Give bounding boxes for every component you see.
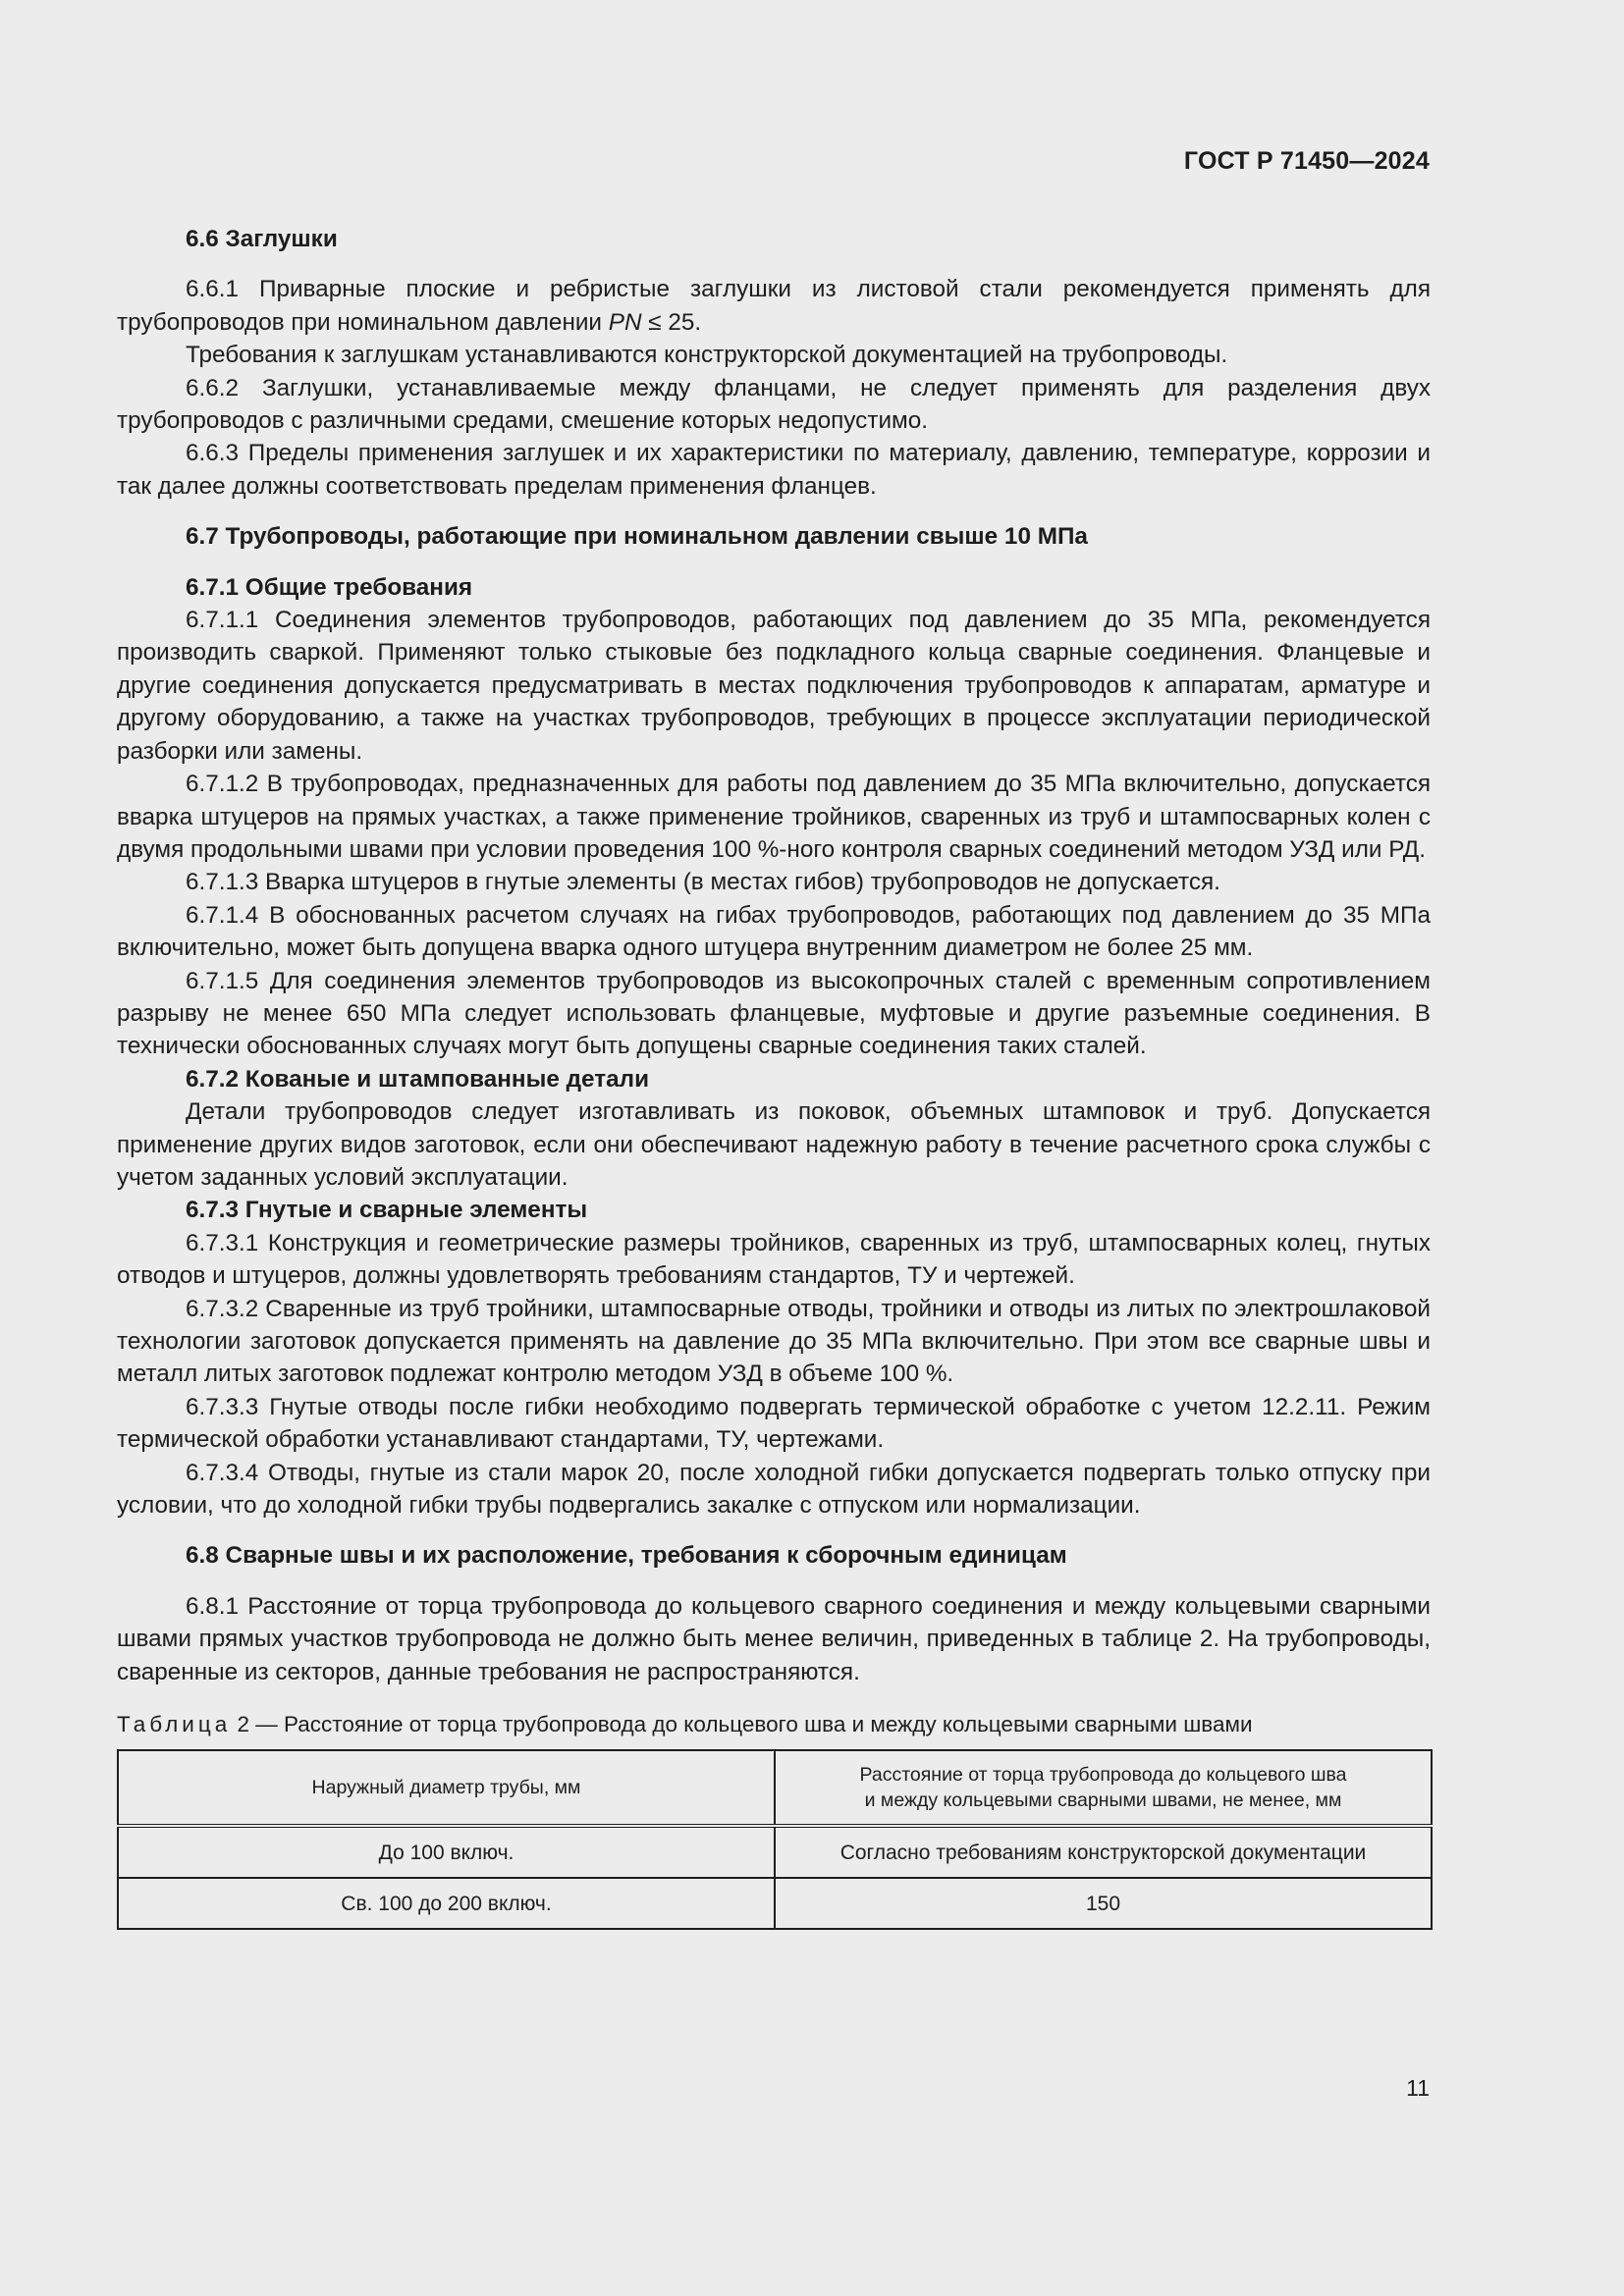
paragraph-6-6-3: 6.6.3 Пределы применения заглушек и их характеристики по материалу, давлению, температуре, коррозии и так далее должны соответствовать пределам применения фланцев. (117, 440, 1431, 500)
paragraph-6-6-1-note: Требования к заглушкам устанавливаются конструкторской документацией на трубопроводы. (186, 342, 1228, 369)
column-header-distance-line1: Расстояние от торца трубопровода до кольцевого шва (859, 1764, 1347, 1787)
paragraph-6-7-1-2: 6.7.1.2 В трубопроводах, предназначенных для работы под давлением до 35 МПа включительно, допускается вварка штуцеров на прямых участках, а также применение тройников, сваренных из труб и штампосварных колен с двумя продольными швами при условии проведения 100 %-ного контроля сварных соединений методом УЗД или РД. (117, 771, 1431, 863)
paragraph-6-6-1-end: ≤ 25. (641, 308, 702, 336)
table-cell-diameter: До 100 включ. (118, 1826, 775, 1878)
document-code: ГОСТ Р 71450—2024 (1183, 147, 1430, 175)
paragraph-6-7-3-3: 6.7.3.3 Гнутые отводы после гибки необходимо подвергать термической обработке с учетом 12.2.11. Режим термической обработки устанавливают стандартами, ТУ, чертежами. (117, 1393, 1431, 1454)
section-6-6-heading: 6.6 Заглушки (186, 226, 338, 252)
table-row (118, 1826, 1432, 1878)
section-6-7-heading: 6.7 Трубопроводы, работающие при номинальном давлении свыше 10 МПа (186, 523, 1088, 551)
table-header-row (118, 1750, 1432, 1826)
column-header-distance-line2: и между кольцевыми сварными швами, не менее, мм (864, 1789, 1342, 1812)
table-caption (117, 1710, 1431, 1739)
paragraph-6-7-1-3: 6.7.1.3 Вварка штуцеров в гнутые элементы (в местах гибов) трубопроводов не допускается. (186, 869, 1220, 896)
paragraph-6-6-1 (117, 273, 1431, 339)
paragraph-6-6-2: 6.6.2 Заглушки, устанавливаемые между фланцами, не следует применять для разделения двух трубопроводов с различными средами, смешение которых недопустимо. (117, 374, 1431, 435)
paragraph-6-7-1-1: 6.7.1.1 Соединения элементов трубопроводов, работающих под давлением до 35 МПа, рекомендуется производить сваркой. Применяют только стыковые без подкладного кольца сварные соединения. Фланцевые и другие соединения допускается предусматривать в местах подключения трубопроводов к аппаратам, арматуре и другому оборудованию, а также на участках трубопроводов, требующих в процессе эксплуатации периодической разборки или замены. (117, 607, 1431, 765)
column-header-distance (775, 1750, 1432, 1826)
paragraph-6-7-3-4: 6.7.3.4 Отводы, гнутые из стали марок 20, после холодной гибки допускается подвергать только отпуску при условии, что до холодной гибки трубы подвергались закалке с отпуском или нормализации. (117, 1459, 1431, 1520)
table-cell-distance: 150 (775, 1878, 1432, 1929)
pn-symbol: PN (608, 308, 642, 336)
section-6-8-heading: 6.8 Сварные швы и их расположение, требования к сборочным единицам (186, 1542, 1067, 1570)
page-content (117, 223, 1431, 1930)
subsection-6-7-3-heading: 6.7.3 Гнутые и сварные элементы (186, 1197, 588, 1224)
subsection-6-7-2-heading: 6.7.2 Кованые и штампованные детали (186, 1065, 650, 1093)
paragraph-6-7-2: Детали трубопроводов следует изготавливать из поковок, объемных штамповок и труб. Допускается применение других видов заготовок, если они обеспечивают надежную работу в течение расчетного срока службы с учетом заданных условий эксплуатации. (117, 1098, 1431, 1191)
table-caption-text: 2 — Расстояние от торца трубопровода до кольцевого шва и между кольцевыми сварными швами (231, 1712, 1253, 1737)
table-cell-distance: Согласно требованиям конструкторской документации (775, 1826, 1432, 1878)
paragraph-6-6-1-text: 6.6.1 Приварные плоские и ребристые заглушки из листовой стали рекомендуется применять для трубопроводов при номинальном давлении (117, 276, 1431, 336)
page-number: 11 (1406, 2075, 1430, 2101)
table-cell-diameter: Св. 100 до 200 включ. (118, 1878, 775, 1929)
distance-table (117, 1749, 1433, 1930)
paragraph-6-7-1-4: 6.7.1.4 В обоснованных расчетом случаях на гибах трубопроводов, работающих под давлением до 35 МПа включительно, может быть допущена вварка одного штуцера внутренним диаметром не более 25 мм. (117, 901, 1431, 962)
column-header-diameter: Наружный диаметр трубы, мм (118, 1750, 775, 1826)
paragraph-6-7-3-1: 6.7.3.1 Конструкция и геометрические размеры тройников, сваренных из труб, штампосварных колец, гнутых отводов и штуцеров, должны удовлетворять требованиям стандартов, ТУ и чертежей. (117, 1229, 1431, 1290)
subsection-6-7-1-heading: 6.7.1 Общие требования (186, 573, 473, 601)
table-row (118, 1878, 1432, 1929)
table-caption-label: Таблица (117, 1712, 232, 1737)
paragraph-6-7-3-2: 6.7.3.2 Сваренные из труб тройники, штампосварные отводы, тройники и отводы из литых по электрошлаковой технологии заготовок допускается применять на давление до 35 МПа включительно. При этом все сварные швы и металл литых заготовок подлежат контролю методом УЗД в объеме 100 %. (117, 1295, 1431, 1388)
paragraph-6-7-1-5: 6.7.1.5 Для соединения элементов трубопроводов из высокопрочных сталей с временным сопротивлением разрыву не менее 650 МПа следует использовать фланцевые, муфтовые и другие разъемные соединения. В технически обоснованных случаях могут быть допущены сварные соединения таких сталей. (117, 967, 1431, 1060)
paragraph-6-8-1: 6.8.1 Расстояние от торца трубопровода до кольцевого сварного соединения и между кольцевыми сварными швами прямых участков трубопровода не должно быть менее величин, приведенных в таблице 2. На трубопроводы, сваренные из секторов, данные требования не распространяются. (117, 1592, 1431, 1685)
